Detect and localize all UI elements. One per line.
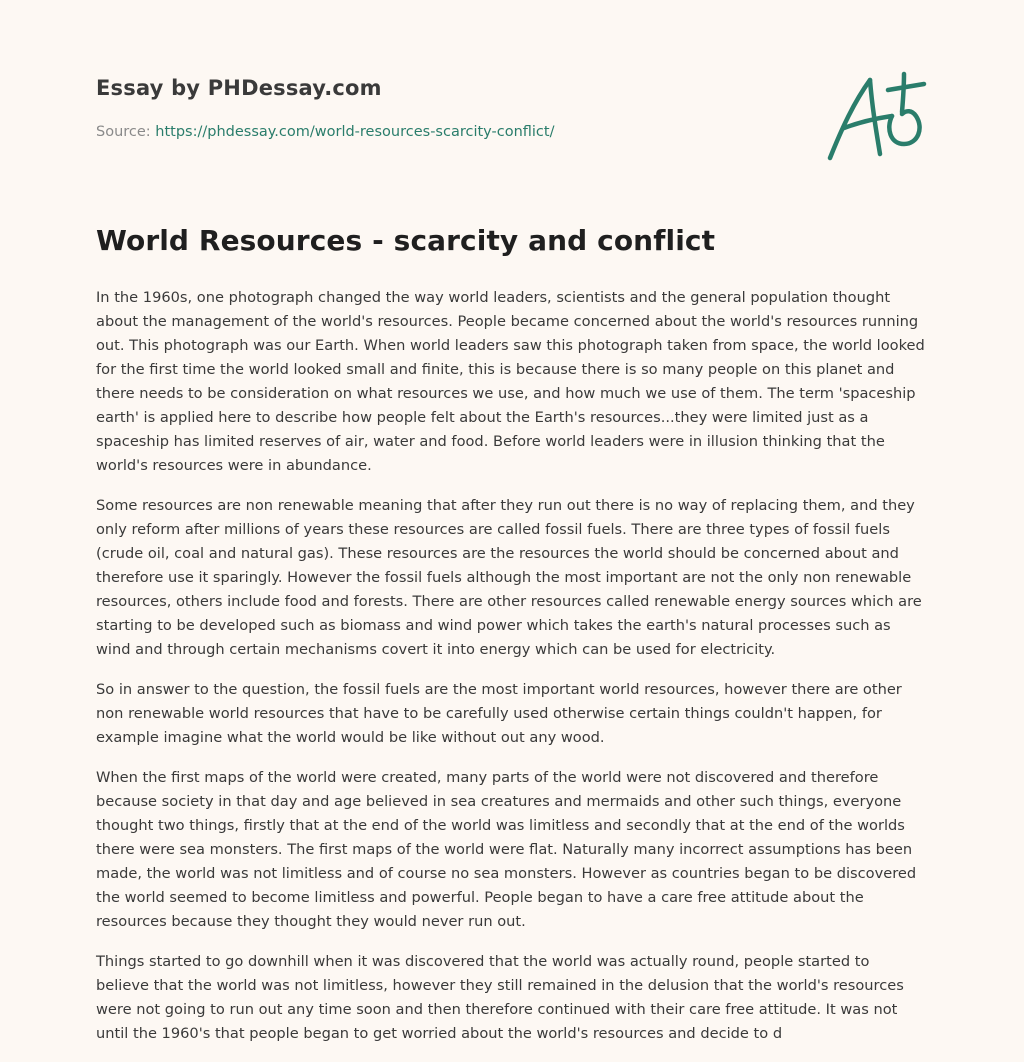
source-link[interactable]: https://phdessay.com/world-resources-scarcity-conflict/ <box>155 124 555 140</box>
source-line <box>96 124 554 140</box>
essay-paragraph: When the first maps of the world were created, many parts of the world were not discovered and therefore because society in that day and age believed in sea creatures and mermaids and other such things, everyone thought two things, firstly that at the end of the world was limitless and secondly that at the end of the worlds there were sea monsters. The first maps of the world were flat. Naturally many incorrect assumptions has been made, the world was not limitless and of course no sea monsters. However as countries began to be discovered the world seemed to become limitless and powerful. People began to have a care free attitude about the resources because they thought they would never run out. <box>96 769 917 930</box>
essay-body <box>96 286 926 1062</box>
essay-paragraph: Some resources are non renewable meaning that after they run out there is no way of replacing them, and they only reform after millions of years these resources are called fossil fuels. There are three types of fossil fuels (crude oil, coal and natural gas). These resources are the resources the world should be concerned about and therefore use it sparingly. However the fossil fuels although the most important are not the only non renewable resources, others include food and forests. There are other resources called renewable energy sources which are starting to be developed such as biomass and wind power which takes the earth's natural processes such as wind and through certain mechanisms covert it into energy which can be used for electricity. <box>96 497 922 658</box>
essay-title: World Resources - scarcity and conflict <box>96 224 716 257</box>
brand-title: Essay by PHDessay.com <box>96 76 382 100</box>
a-plus-logo <box>820 66 930 166</box>
a-plus-logo-icon <box>820 66 930 166</box>
essay-paragraph: In the 1960s, one photograph changed the way world leaders, scientists and the general population thought about the management of the world's resources. People became concerned about the world's resources running out. This photograph was our Earth. When world leaders saw this photograph taken from space, the world looked for the first time the world looked small and finite, this is because there is so many people on this planet and there needs to be consideration on what resources we use, and how much we use of them. The term 'spaceship earth' is applied here to describe how people felt about the Earth's resources...they were limited just as a spaceship has limited reserves of air, water and food. Before world leaders were in illusion thinking that the world's resources were in abundance. <box>96 289 925 474</box>
source-label: Source: <box>96 124 156 140</box>
essay-paragraph: So in answer to the question, the fossil fuels are the most important world resources, however there are other non renewable world resources that have to be carefully used otherwise certain things couldn't happen, for example imagine what the world would be like without out any wood. <box>96 681 902 746</box>
essay-paragraph: Things started to go downhill when it was discovered that the world was actually round, people started to believe that the world was not limitless, however they still remained in the delusion that the world's resources were not going to run out any time soon and then therefore continued with their care free attitude. It was not until the 1960's that people began to get worried about the world's resources and decide to d <box>96 953 904 1042</box>
